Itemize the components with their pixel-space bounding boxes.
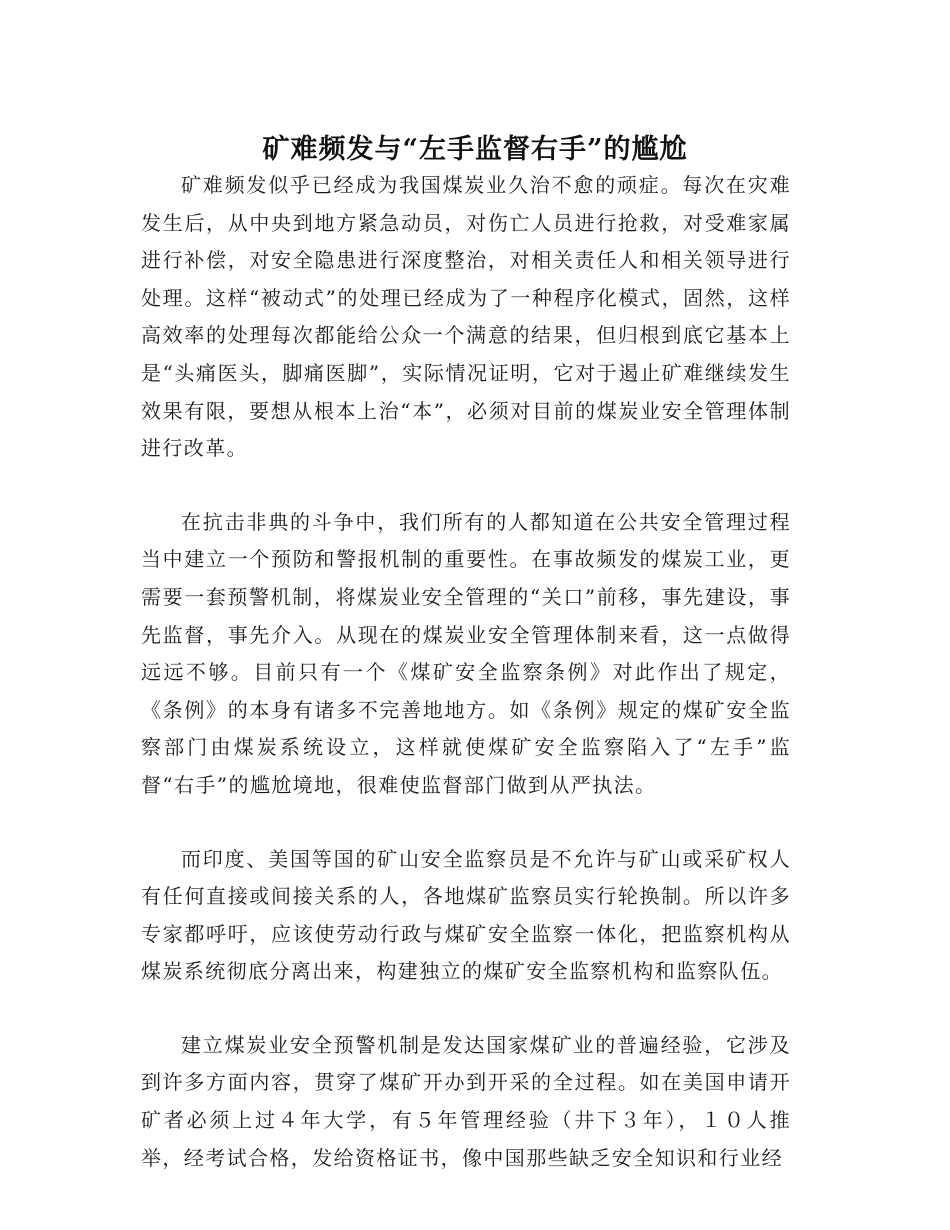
document-title: 矿难频发与“左手监督右手”的尴尬 xyxy=(262,134,688,166)
paragraph-4: 建立煤炭业安全预警机制是发达国家煤矿业的普遍经验，它涉及到许多方面内容，贯穿了煤矿开办到开采的全过程。如在美国申请开矿者必须上过４年大学，有５年管理经验（井下３年），１０人推举，经考试合格，发给资格证书，像中国那些缺乏安全知识和行业经 xyxy=(141,1032,791,1170)
document-body xyxy=(141,167,791,1213)
paragraph-1: 矿难频发似乎已经成为我国煤炭业久治不愈的顽症。每次在灾难发生后，从中央到地方紧急动员，对伤亡人员进行抢救，对受难家属进行补偿，对安全隐患进行深度整治，对相关责任人和相关领导进行处理。这样“被动式”的处理已经成为了一种程序化模式，固然，这样高效率的处理每次都能给公众一个满意的结果，但归根到底它基本上是“头痛医头，脚痛医脚”，实际情况证明，它对于遏止矿难继续发生效果有限，要想从根本上治“本”，必须对目前的煤炭业安全管理体制进行改革。 xyxy=(141,173,791,461)
paragraph-3: 而印度、美国等国的矿山安全监察员是不允许与矿山或采矿权人有任何直接或间接关系的人，各地煤矿监察员实行轮换制。所以许多专家都呼吁，应该使劳动行政与煤矿安全监察一体化，把监察机构从煤炭系统彻底分离出来，构建独立的煤矿安全监察机构和监察队伍。 xyxy=(141,846,791,984)
paragraph-2: 在抗击非典的斗争中，我们所有的人都知道在公共安全管理过程当中建立一个预防和警报机制的重要性。在事故频发的煤炭工业，更需要一套预警机制，将煤炭业安全管理的“关口”前移，事先建设，事先监督，事先介入。从现在的煤炭业安全管理体制来看，这一点做得远远不够。目前只有一个《煤矿安全监察条例》对此作出了规定，《条例》的本身有诸多不完善地地方。如《条例》规定的煤矿安全监察部门由煤炭系统设立，这样就使煤矿安全监察陷入了“左手”监督“右手”的尴尬境地，很难使监督部门做到从严执法。 xyxy=(141,509,791,797)
